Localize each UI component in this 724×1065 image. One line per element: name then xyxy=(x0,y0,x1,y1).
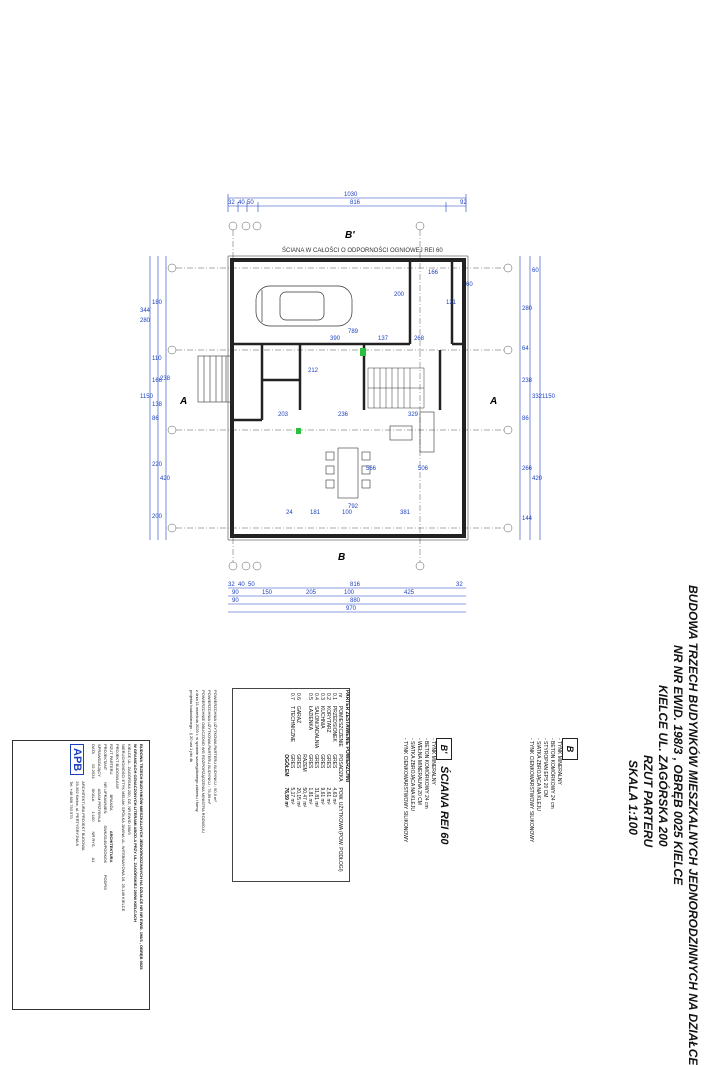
internal-stairs xyxy=(368,368,424,408)
sum-value: 50,47 m² xyxy=(301,787,307,808)
rooms-header-title: PARTER ZESTAWIENIE POWIERZCHNI xyxy=(344,690,350,783)
sum-label: RAZEM xyxy=(301,754,307,772)
stamp-date: 02.2024 xyxy=(91,764,96,779)
cell: 31,81 m² xyxy=(313,787,319,808)
legend-wall-b xyxy=(527,738,578,842)
stamp-designer-label: PROJEKTANT xyxy=(103,744,108,771)
dim-interior-4: 137 xyxy=(378,336,389,342)
legend-b-item-4: - SIATKA ZBROJĄCA NA KLEJU xyxy=(535,738,541,811)
legend-wall-b-prime xyxy=(401,738,452,844)
legend-b2-item-4: - SIATKA ZBROJĄCA NA KLEJU xyxy=(409,738,415,811)
dim-left-12: 1150 xyxy=(140,394,153,400)
title-line-2: NR NR EWID. 198/3 , OBRĘB 0025 KIELCE xyxy=(671,645,685,886)
dim-left-3: 180 xyxy=(152,300,163,306)
cell: GRES xyxy=(319,754,325,769)
dim-interior-12: 100 xyxy=(342,510,353,516)
legend-b-item-2: - BETON KOMÓRKOWY 24 cm xyxy=(549,738,555,809)
cell: 0.5 xyxy=(307,693,313,700)
stamp-stage: PROJEKT BUDOWLANY xyxy=(115,744,120,790)
dim-interior-3: 789 xyxy=(348,329,359,335)
stamp-drafter: ADAM PRZYBYŁA xyxy=(97,788,102,823)
dim-bottom-2d: 100 xyxy=(344,590,355,596)
cell: GRES xyxy=(307,754,313,769)
dim-bottom-2b: 150 xyxy=(262,590,273,596)
legend-b-item-3: - STYROPIAN EPS 20 CM xyxy=(542,738,548,798)
dim-interior-19: 121 xyxy=(446,300,457,306)
dim-right-10: 60 xyxy=(532,268,539,274)
dim-interior-1: 166 xyxy=(428,270,439,276)
dim-interior-5: 268 xyxy=(414,336,425,342)
dim-interior-17: 60 xyxy=(466,282,473,288)
dim-interior-18: 200 xyxy=(394,292,405,298)
stamp-sheet: A1 xyxy=(91,857,96,863)
dining-table xyxy=(326,448,370,498)
dim-left-7: 138 xyxy=(152,402,163,408)
stamp-sign-label: PODPIS xyxy=(103,874,108,890)
title-line-1: BUDOWA TRZECH BUDYNKÓW MIESZKALNYCH JEDNORODZINNYCH NA DZIAŁCE xyxy=(686,585,700,1065)
area-note-2: POWIERZCHNIA UŻYTKOWA PARTERU BUDYNKU : 76,59 m² xyxy=(207,690,212,804)
col-floor: POSADZKA xyxy=(337,754,343,782)
dim-bottom-1b: 40 xyxy=(238,582,245,588)
dim-bottom-3b: 880 xyxy=(350,598,361,604)
stamp-licence-2: ŚWK/0149/POOK/06 xyxy=(103,825,108,863)
dim-bottom-1e: 32 xyxy=(456,582,463,588)
stamp-sheet-label: NR RYS. xyxy=(91,831,96,848)
office-address: 25-362 Kielce, ul. PERTYGRYJNA 8 xyxy=(75,781,80,846)
section-mark-bottom: B xyxy=(338,552,346,563)
cell: GRES xyxy=(289,754,295,769)
dim-interior-9: 203 xyxy=(278,412,289,418)
cell: 0.3 xyxy=(319,693,325,700)
cell: 0.4 xyxy=(313,693,319,700)
dim-top-left-2: 40 xyxy=(238,200,245,206)
dim-interior-6: 212 xyxy=(308,368,319,374)
dim-left-10: 420 xyxy=(160,476,171,482)
dim-right-6: 266 xyxy=(522,466,533,472)
dim-right-1: 280 xyxy=(522,306,533,312)
cell: T.TECHNICZNE xyxy=(289,705,295,743)
cell: 4,63 m² xyxy=(331,787,337,805)
dim-right-7: 420 xyxy=(532,476,543,482)
title-line-3: KIELCE UL. ZAGÓRSKA 200 xyxy=(656,685,670,847)
dim-left-4: 110 xyxy=(152,356,162,362)
col-room: POMIESZCZENIE xyxy=(337,705,343,747)
stamp-branch-label: BRANŻA xyxy=(109,794,114,811)
title-line-4: RZUT PARTERU xyxy=(641,755,655,848)
area-table-frame xyxy=(232,688,350,882)
cell: GARAŻ xyxy=(295,705,301,724)
dim-left-11: 200 xyxy=(152,514,163,520)
cell: ŁAZIENKA xyxy=(307,705,313,731)
garage-car xyxy=(256,286,352,326)
cell: PRZEDSIONEK xyxy=(331,705,337,742)
dim-right-8: 144 xyxy=(522,516,533,522)
cell: 5,17 m² xyxy=(289,787,295,805)
title-line-5: SKALA 1:100 xyxy=(626,760,640,835)
cell: KORYTARZ xyxy=(325,705,331,733)
entrance-stairs xyxy=(198,356,232,402)
office-phone: Tel. +48 606 793 570 xyxy=(69,781,74,819)
stamp-drawing: RZUT PARTERU xyxy=(109,744,114,775)
green-marker-2 xyxy=(296,428,301,434)
dim-bottom-2e: 425 xyxy=(404,590,415,596)
stamp-licence-1: NR UPRAWNIEŃ xyxy=(103,782,108,814)
cell: 20,15 m² xyxy=(295,787,301,808)
stamp-date-label: DATA xyxy=(91,744,96,755)
section-mark-left: A xyxy=(180,396,188,407)
dim-left-5: 238 xyxy=(160,376,171,382)
legend-b2-item-5: - TYNK CIENKOWARSTWOWY SILIKONOWY xyxy=(402,738,408,843)
area-notes xyxy=(188,690,218,833)
dim-left-6: 166 xyxy=(152,378,163,384)
office-logo: APB xyxy=(70,744,84,775)
dim-bottom-2c: 205 xyxy=(306,590,317,596)
cell: 2,61 m² xyxy=(325,787,331,805)
dim-top-right: 92 xyxy=(460,200,467,206)
stamp-scale-label: SKALA xyxy=(91,788,96,802)
stamp-checker-label: SPRAWDZAJĄCY xyxy=(97,744,102,777)
stamp-project: BUDOWA TRZECH BUDYNKÓW MIESZKALNYCH JEDNORODZINNYCH NA DZIAŁCE NR NR EWID. 198/3 , OBRĘB 0025 W GRANICACH OZNACZONYCH LITERAMI ABCD-A PRZY UL. ZAGÓRSKIEJ 200W KIELCACH xyxy=(133,744,144,970)
dim-right-9: 1150 xyxy=(542,394,555,400)
interior-walls xyxy=(232,262,464,420)
title-block-content xyxy=(68,744,144,1004)
dim-left-9: 220 xyxy=(152,462,163,468)
dim-bottom-1d: 816 xyxy=(350,582,361,588)
dim-interior-13: 181 xyxy=(310,510,321,516)
dim-top-left-3: 50 xyxy=(247,200,254,206)
dim-right-5: 86 xyxy=(522,416,529,422)
stamp-branch: ARCHITEKTURA xyxy=(109,830,114,863)
cell: 9,61 m² xyxy=(319,787,325,805)
cell: GRES xyxy=(325,754,331,769)
dim-top-left-1: 32 xyxy=(228,200,235,206)
legend-b-item-5: - TYNK CIENKOWARSTWOWY SILIKONOWY xyxy=(528,738,534,843)
area-note-1: POWIERZCHNIA UŻYTKOWA PARTERU BUDYNKU : 50,5 m² xyxy=(213,690,218,802)
dim-bottom-1c: 50 xyxy=(248,582,255,588)
dim-right-4: 332 xyxy=(532,394,543,400)
legend-b2-item-1: - TYNK MINERALNY xyxy=(430,738,436,785)
dim-left-1: 344 xyxy=(140,308,151,314)
drawing-title xyxy=(625,585,700,1065)
cell: SALON/JADALNIA xyxy=(313,705,319,749)
area-note-4: z dnia 11 września 2020 r. w sprawie szczegółowego zakresu i formy xyxy=(195,690,200,812)
cell: GRES xyxy=(331,754,337,769)
area-note-3: POWIERZCHNIE OBLICZONO WG ROZPORZĄDZENIA MINISTRA ROZWOJU xyxy=(201,690,206,833)
stamp-investor: NIERUCHOMOŚCI ETYK MELIAK SPÓŁKA JAWNA UL. WITEBNAYOWA 16, 25-148 KIELCE xyxy=(121,744,126,912)
dim-inner-top: 816 xyxy=(350,200,361,206)
dim-interior-10: 381 xyxy=(400,510,411,516)
dim-interior-16: 566 xyxy=(366,466,377,472)
dim-interior-2: 390 xyxy=(330,336,341,342)
dim-interior-7: 236 xyxy=(338,412,349,418)
dim-interior-14: 24 xyxy=(286,510,293,516)
dim-bottom-3a: 90 xyxy=(232,598,239,604)
cell: 1,81 m² xyxy=(307,787,313,805)
total-value: 76,59 m² xyxy=(283,787,289,808)
dim-interior-11: 792 xyxy=(348,504,359,510)
legend-b-item-1: - TYNK MINERALNY xyxy=(556,738,562,785)
total-label: OGÓŁEM xyxy=(283,754,289,777)
wall-hatching xyxy=(228,256,468,540)
dim-interior-15: 506 xyxy=(418,466,429,472)
dim-bottom-total: 970 xyxy=(346,606,357,612)
legend-b2-label: B' xyxy=(436,738,452,760)
dim-right-2: 64 xyxy=(522,346,529,352)
col-nr: nr xyxy=(337,693,343,698)
dim-left-8: 86 xyxy=(152,416,159,422)
kitchen-unit xyxy=(390,412,434,452)
office-name: ARCHITEKTURA PROJEKT BUDOWA xyxy=(81,781,86,851)
green-marker xyxy=(360,348,366,356)
cell: 0.7 xyxy=(289,693,295,700)
legend-b-label: B xyxy=(562,738,578,760)
section-mark-right: A xyxy=(490,396,498,407)
cell: GRES xyxy=(295,754,301,769)
area-note-5: projektu budowlanego - § 20 ust 1 pkt 4b xyxy=(189,690,194,763)
legend-b2-item-3: - WEŁNA MINERALNA 20 CM xyxy=(416,738,422,805)
cell: 0.6 xyxy=(295,693,301,700)
dim-bottom-1a: 32 xyxy=(228,582,235,588)
wall-fire-note: ŚCIANA W CAŁOŚCI O ODPORNOŚCI OGNIOWEJ REI 60 xyxy=(282,248,443,254)
cell: 0.2 xyxy=(325,693,331,700)
cell: 0.1 xyxy=(331,693,337,700)
cell: GRES xyxy=(313,754,319,769)
dim-total-top: 1030 xyxy=(344,192,358,198)
dim-right-3: 238 xyxy=(522,378,533,384)
section-mark-top: B' xyxy=(345,230,355,241)
dim-bottom-2a: 90 xyxy=(232,590,239,596)
dim-interior-8: 329 xyxy=(408,412,419,418)
dim-left-2: 280 xyxy=(140,318,151,324)
outer-walls xyxy=(232,260,464,536)
stamp-address: KIELCE UL. ZAGÓRSKA 200, DZ. NR EWID 198/3 xyxy=(127,744,132,835)
grid-axes xyxy=(168,222,512,570)
legend-b2-item-2: - BETON KOMÓRKOWY 24 cm xyxy=(423,738,429,809)
stamp-scale: 1:100 xyxy=(91,811,96,822)
cell: KUCHNIA xyxy=(319,705,325,729)
col-area: POW. UŻYTKOWA (POW. PODŁOGI) xyxy=(337,787,343,872)
legend-b2-title: ŚCIANA REI 60 xyxy=(438,766,450,845)
